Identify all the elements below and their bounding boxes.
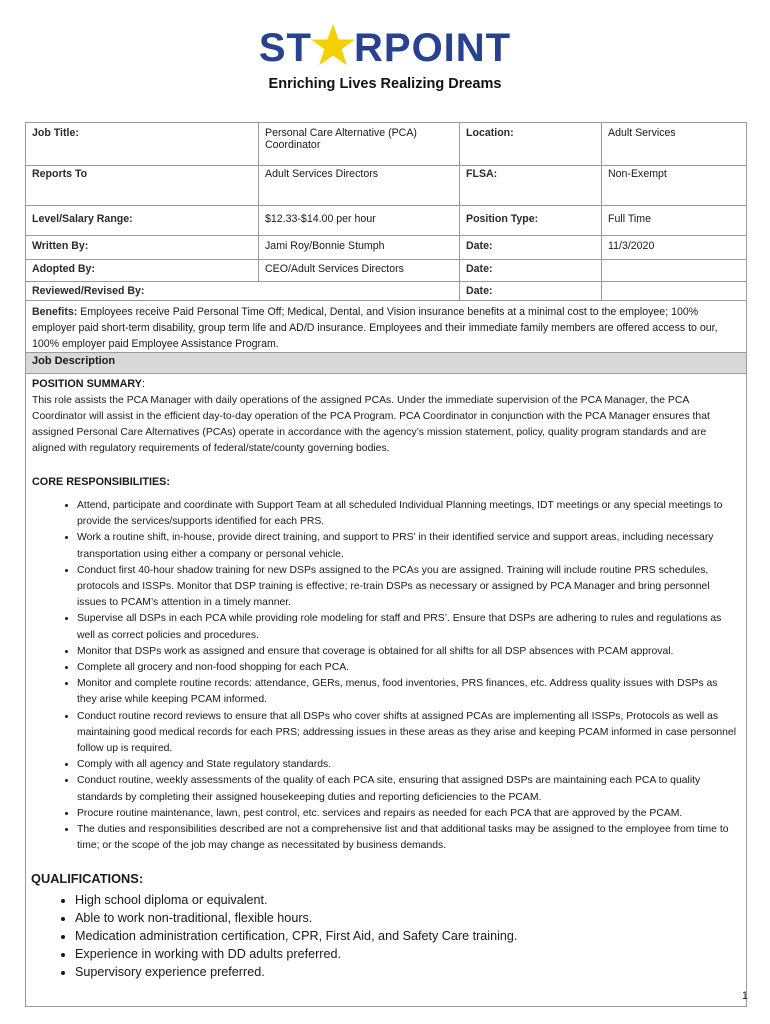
star-icon	[310, 22, 356, 68]
position-type-label: Position Type:	[460, 206, 602, 236]
list-item: • Attend, participate and coordinate with Support Team at all scheduled Individual Planning meetings, IDT meetings or any special meetings to provide the services/supports identified for each PRS.	[77, 498, 740, 530]
row-written-by	[26, 236, 747, 260]
page-number: 1	[741, 990, 748, 1002]
list-item: • Supervisory experience preferred.	[75, 963, 746, 981]
list-item: • Monitor that DSPs work as assigned and ensure that coverage is obtained for all shifts for all DSP absences with PCAM approval.	[77, 644, 740, 660]
position-summary-heading	[32, 378, 740, 390]
list-item: • Monitor and complete routine records: attendance, GERs, menus, food inventories, PRS finances, etc. Address quality issues with DSPs as they arise while keeping PCAM informed.	[77, 676, 740, 708]
date-reviewed-label: Date:	[460, 282, 602, 301]
position-summary-colon: :	[141, 378, 145, 390]
job-title-label: Job Title:	[26, 123, 259, 166]
row-level-salary	[26, 206, 747, 236]
row-job-description-header	[26, 353, 747, 374]
core-responsibilities-list	[32, 498, 740, 854]
adopted-by-label: Adopted By:	[26, 260, 259, 282]
row-reports-to	[26, 166, 747, 206]
logo-text-left: ST	[258, 26, 312, 70]
date-written-value: 11/3/2020	[602, 236, 747, 260]
qualifications-section	[31, 870, 746, 981]
row-adopted-by	[26, 260, 747, 282]
list-item: • Procure routine maintenance, lawn, pest control, etc. services and repairs as needed for each PCA that are approved by the PCAM.	[77, 806, 740, 822]
row-benefits	[26, 301, 747, 353]
benefits-label: Benefits:	[32, 306, 78, 318]
written-by-value: Jami Roy/Bonnie Stumph	[259, 236, 460, 260]
logo-tagline: Enriching Lives Realizing Dreams	[268, 76, 502, 92]
benefits-cell	[26, 301, 747, 353]
list-item: • Conduct routine, weekly assessments of the quality of each PCA site, ensuring that assigned DSPs are maintaining each PCA to quality standards by completing their assigned housekeeping duties and reporting deficiencies to the PCAM.	[77, 773, 740, 805]
position-summary-text: This role assists the PCA Manager with daily operations of the assigned PCAs. Under the immediate supervision of the PCA Manager, the PCA Coordinator will assist in the efficient day-to-day operation of the PCA Program. PCA Coordinator in conjunction with the PCA Manager ensures that assigned Personal Care Alternatives (PCAs) operate in accordance with the agency’s mission statement, policy, quality program standards and are aligned with regulatory requirements of federal/state/county governing bodies.	[32, 395, 710, 454]
list-item: • Conduct first 40-hour shadow training for new DSPs assigned to the PCAs you are assigned. Training will include routine PRS schedules, protocols and ISSPs. Monitor that DSP training is effective; re-train DSPs as necessary or assigned by PCA Manager and bring personnel issues to PCAM’s attention in a timely manner.	[77, 563, 740, 612]
reports-to-label: Reports To	[26, 166, 259, 206]
list-item: • Conduct routine record reviews to ensure that all DSPs who cover shifts at assigned PCAs are implementing all ISSPs, Protocols as well as maintaining good medical records for each PRS; addressing issues in these areas as they arise and keeping PCAM informed in case personnel follow up is required.	[77, 709, 740, 758]
list-item: • High school diploma or equivalent.	[75, 891, 746, 909]
company-logo	[0, 22, 770, 92]
position-type-value: Full Time	[602, 206, 747, 236]
position-summary-title: POSITION SUMMARY	[32, 378, 142, 390]
adopted-by-value: CEO/Adult Services Directors	[259, 260, 460, 282]
logo-text-right: RPOINT	[354, 26, 512, 70]
location-label: Location:	[460, 123, 602, 166]
job-description-header: Job Description	[26, 353, 747, 374]
flsa-value: Non-Exempt	[602, 166, 747, 206]
logo-wordmark	[259, 22, 511, 74]
date-reviewed-value	[602, 282, 747, 301]
location-value: Adult Services	[602, 123, 747, 166]
qualifications-heading: QUALIFICATIONS:	[31, 871, 144, 886]
level-value: $12.33-$14.00 per hour	[259, 206, 460, 236]
core-responsibilities-heading: CORE RESPONSIBILITIES:	[32, 476, 170, 488]
row-job-title	[26, 123, 747, 166]
list-item: • Experience in working with DD adults preferred.	[75, 945, 746, 963]
list-item: • Supervise all DSPs in each PCA while providing role modeling for staff and PRS’. Ensure that DSPs are adhering to rules and regulations as well as correct policies and procedures.	[77, 611, 740, 643]
benefits-text: Employees receive Paid Personal Time Off; Medical, Dental, and Vision insurance benefits at a minimal cost to the employee; 100% employer paid short-term disability, group term life and AD/D insurance. Employees and their immediate family members are offered access to our, 100% employer paid Employee Assistance Program.	[32, 306, 718, 350]
reviewed-label: Reviewed/Revised By:	[26, 282, 460, 301]
list-item: • Complete all grocery and non-food shopping for each PCA.	[77, 660, 740, 676]
list-item: • Medication administration certification, CPR, First Aid, and Safety Care training.	[75, 927, 746, 945]
date-written-label: Date:	[460, 236, 602, 260]
row-reviewed-by	[26, 282, 747, 301]
job-title-value: Personal Care Alternative (PCA) Coordinator	[259, 123, 460, 166]
written-by-label: Written By:	[26, 236, 259, 260]
qualifications-list	[31, 891, 746, 981]
list-item: • Work a routine shift, in-house, provide direct training, and support to PRS’ in their identified service and support areas, including necessary transportation using either a company or personal vehicle.	[77, 530, 740, 562]
flsa-label: FLSA:	[460, 166, 602, 206]
date-adopted-label: Date:	[460, 260, 602, 282]
list-item: • The duties and responsibilities described are not a comprehensive list and that additional tasks may be assigned to the employee from time to time; or the scope of the job may change as necessitated by business demands.	[77, 822, 740, 854]
list-item: • Able to work non-traditional, flexible hours.	[75, 909, 746, 927]
list-item: • Comply with all agency and State regulatory standards.	[77, 757, 740, 773]
level-label: Level/Salary Range:	[26, 206, 259, 236]
date-adopted-value	[602, 260, 747, 282]
reports-to-value: Adult Services Directors	[259, 166, 460, 206]
